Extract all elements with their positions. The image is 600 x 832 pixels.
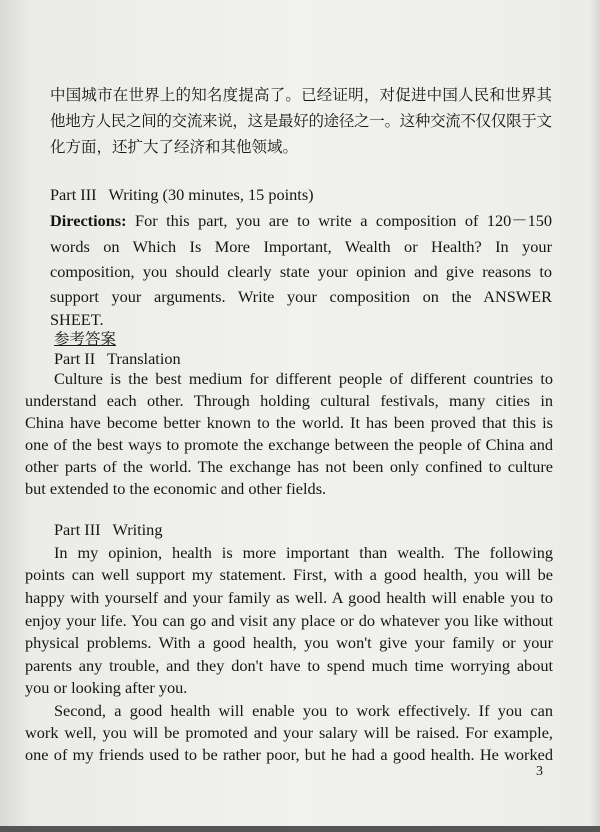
writing-line: happy with yourself and your family as well. A good health will enable you to xyxy=(25,588,553,607)
writing-line: In my opinion, health is more important than wealth. The following xyxy=(54,543,553,562)
directions-label: Directions: xyxy=(50,211,127,230)
chinese-line: 他地方人民之间的交流来说，这是最好的途径之一。这种交流不仅仅限于文 xyxy=(50,112,552,130)
writing-line: you or looking after you. xyxy=(25,678,188,697)
writing-heading: Part III Writing xyxy=(54,520,163,539)
page-number: 3 xyxy=(536,764,543,779)
directions-line: words on Which Is More Important, Wealth or Health? In your xyxy=(50,237,552,256)
answer-heading: 参考答案 xyxy=(54,330,117,348)
directions-line: SHEET. xyxy=(50,310,104,329)
directions-text: For this part, you are to write a composition of 120－150 xyxy=(135,211,552,230)
directions-line-1 xyxy=(50,211,552,230)
translation-line: understand each other. Through holding cultural festivals, many cities in xyxy=(25,391,553,410)
writing-line: Second, a good health will enable you to work effectively. If you can xyxy=(54,701,553,720)
part3-heading: Part III Writing (30 minutes, 15 points) xyxy=(50,185,314,204)
writing-line: parents any trouble, and they don't have to spend much time worrying about xyxy=(25,656,553,675)
writing-line: enjoy your life. You can go and visit any place or do whatever you like without xyxy=(25,611,553,630)
translation-line: one of the best ways to promote the exchange between the people of China and xyxy=(25,435,553,454)
directions-line: support your arguments. Write your composition on the ANSWER xyxy=(50,287,552,306)
chinese-line: 中国城市在世界上的知名度提高了。已经证明，对促进中国人民和世界其 xyxy=(50,86,553,104)
writing-line: one of my friends used to be rather poor, but he had a good health. He worked xyxy=(25,745,553,764)
writing-line: points can well support my statement. First, with a good health, you will be xyxy=(25,565,553,584)
translation-heading: Part II Translation xyxy=(54,349,181,368)
translation-line: China have become better known to the world. It has been proved that this is xyxy=(25,413,553,432)
translation-line: Culture is the best medium for different people of different countries to xyxy=(54,369,553,388)
scan-edge xyxy=(0,826,600,832)
writing-line: physical problems. With a good health, you won't give your family or your xyxy=(25,633,553,652)
translation-line: but extended to the economic and other fields. xyxy=(25,479,327,498)
translation-line: other parts of the world. The exchange has not been only confined to culture xyxy=(25,457,553,476)
writing-line: work well, you will be promoted and your salary will be raised. For example, xyxy=(25,723,553,742)
directions-line: composition, you should clearly state your opinion and give reasons to xyxy=(50,262,552,281)
chinese-line: 化方面，还扩大了经济和其他领域。 xyxy=(50,138,299,156)
